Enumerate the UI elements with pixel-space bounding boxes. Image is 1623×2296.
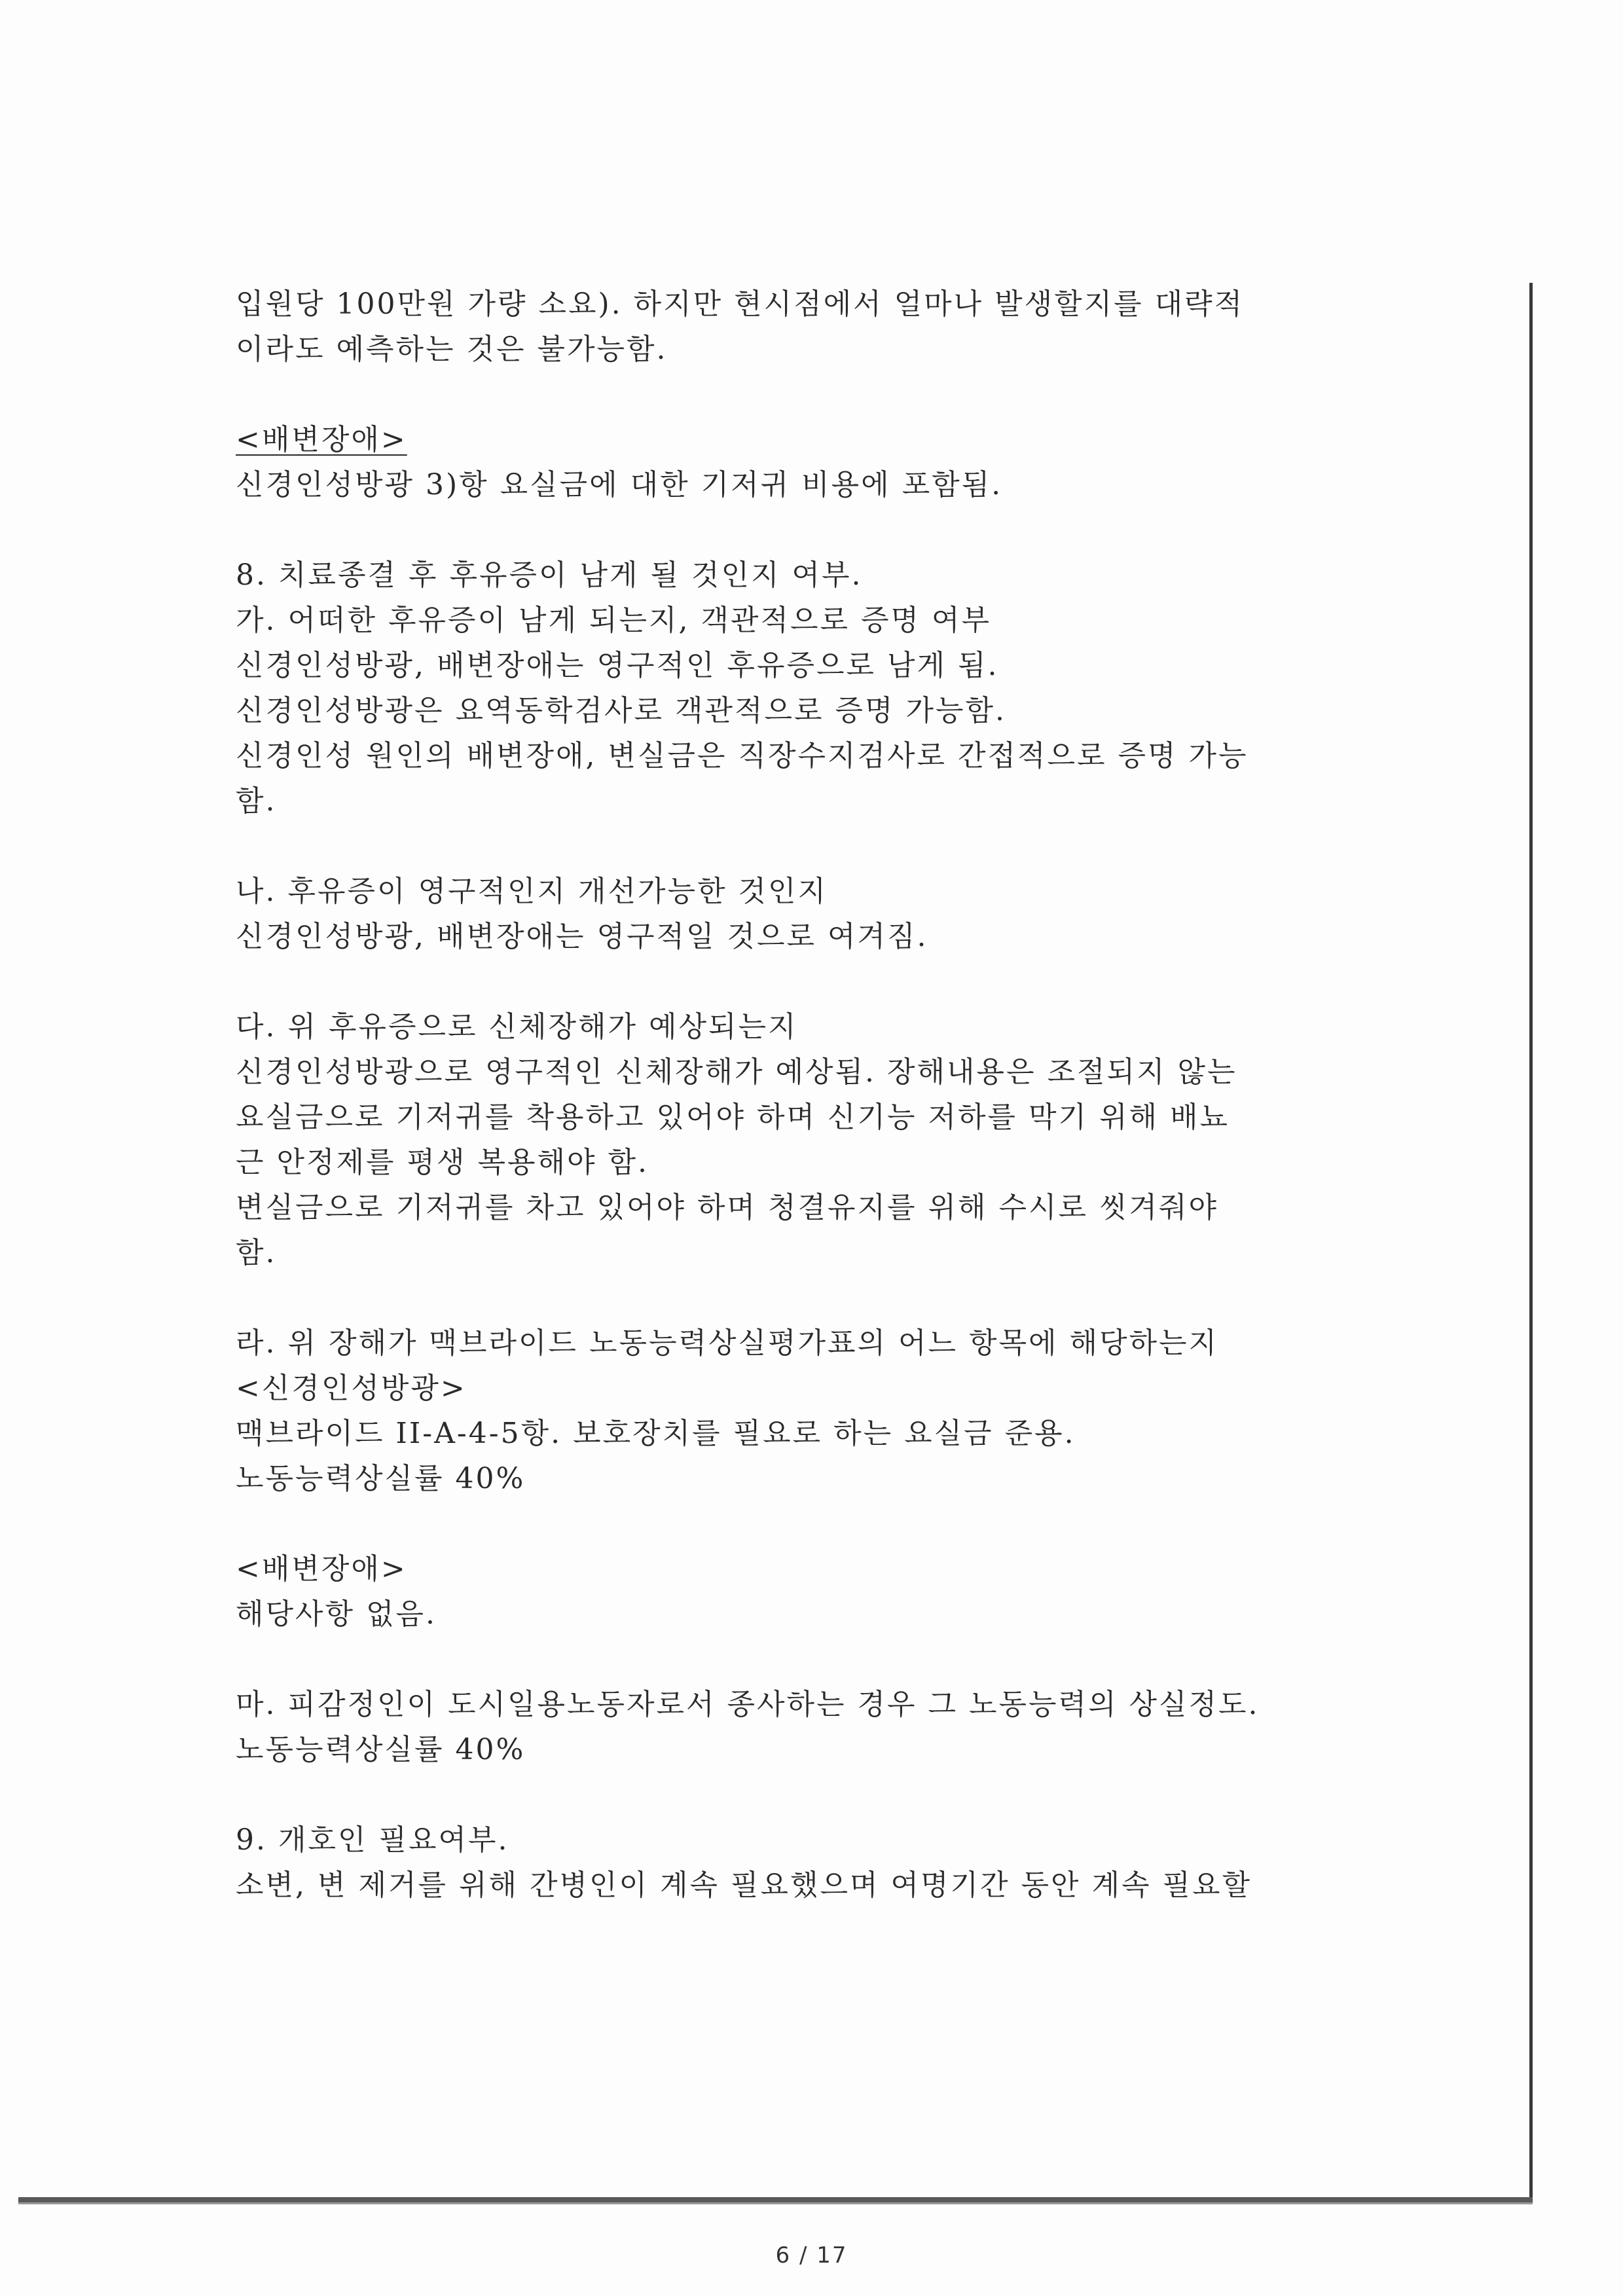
blank-line	[236, 507, 1336, 553]
text-line: 신경인성 원인의 배변장애, 변실금은 직장수지검사로 간접적으로 증명 가능	[236, 739, 1249, 773]
page-frame-right-border	[1529, 283, 1533, 2201]
sub-heading-da: 다. 위 후유증으로 신체장해가 예상되는지	[236, 1010, 798, 1044]
sub-heading-ga: 가. 어떠한 후유증이 남게 되는지, 객관적으로 증명 여부	[236, 604, 991, 637]
section-heading-bladder: <신경인성방광>	[236, 1372, 467, 1405]
blank-line	[236, 372, 1336, 417]
page-frame-bottom-border	[18, 2197, 1533, 2202]
sub-heading-ma: 마. 피감정인이 도시일용노동자로서 종사하는 경우 그 노동능력의 상실정도.	[236, 1688, 1260, 1721]
page-frame-bottom-shadow	[18, 2202, 1533, 2204]
text-line: 신경인성방광, 배변장애는 영구적인 후유증으로 남게 됨.	[236, 649, 999, 682]
text-line: 함.	[236, 784, 277, 818]
blank-line	[236, 1501, 1336, 1546]
blank-line	[236, 824, 1336, 869]
document-body	[236, 282, 1336, 1908]
text-line: 신경인성방광은 요역동학검사로 객관적으로 증명 가능함.	[236, 694, 1007, 727]
text-line: 요실금으로 기저귀를 착용하고 있어야 하며 신기능 저하를 막기 위해 배뇨	[236, 1101, 1230, 1134]
text-line: 입원당 100만원 가량 소요). 하지만 현시점에서 얼마나 발생할지를 대략적	[236, 287, 1245, 321]
blank-line	[236, 1275, 1336, 1321]
page-number: 6 / 17	[775, 2242, 848, 2269]
text-line: 해당사항 없음.	[236, 1597, 437, 1631]
text-line: 신경인성방광, 배변장애는 영구적일 것으로 여겨짐.	[236, 920, 928, 953]
text-line: 변실금으로 기저귀를 차고 있어야 하며 청결유지를 위해 수시로 씻겨줘야	[236, 1191, 1219, 1224]
text-line: 근 안정제를 평생 복용해야 함.	[236, 1146, 649, 1179]
sub-heading-ra: 라. 위 장해가 맥브라이드 노동능력상실평가표의 어느 항목에 해당하는지	[236, 1326, 1219, 1360]
text-line: 노동능력상실률 40%	[236, 1462, 526, 1495]
text-line: 노동능력상실률 40%	[236, 1733, 526, 1766]
text-line: 신경인성방광 3)항 요실금에 대한 기저귀 비용에 포함됨.	[236, 468, 1003, 501]
blank-line	[236, 959, 1336, 1004]
text-line: 이라도 예측하는 것은 불가능함.	[236, 333, 668, 366]
item-heading-9: 9. 개호인 필요여부.	[236, 1823, 509, 1857]
blank-line	[236, 1772, 1336, 1817]
item-heading-8: 8. 치료종결 후 후유증이 남게 될 것인지 여부.	[236, 558, 863, 592]
sub-heading-na: 나. 후유증이 영구적인지 개선가능한 것인지	[236, 875, 828, 908]
text-line: 맥브라이드 II-A-4-5항. 보호장치를 필요로 하는 요실금 준용.	[236, 1417, 1076, 1450]
blank-line	[236, 1637, 1336, 1682]
section-heading-bowel: <배변장애>	[236, 423, 407, 456]
text-line: 소변, 변 제거를 위해 간병인이 계속 필요했으며 여명기간 동안 계속 필요할	[236, 1868, 1252, 1902]
text-line: 신경인성방광으로 영구적인 신체장해가 예상됨. 장해내용은 조절되지 않는	[236, 1055, 1237, 1089]
section-heading-bowel-2: <배변장애>	[236, 1552, 407, 1586]
text-line: 함.	[236, 1236, 277, 1269]
